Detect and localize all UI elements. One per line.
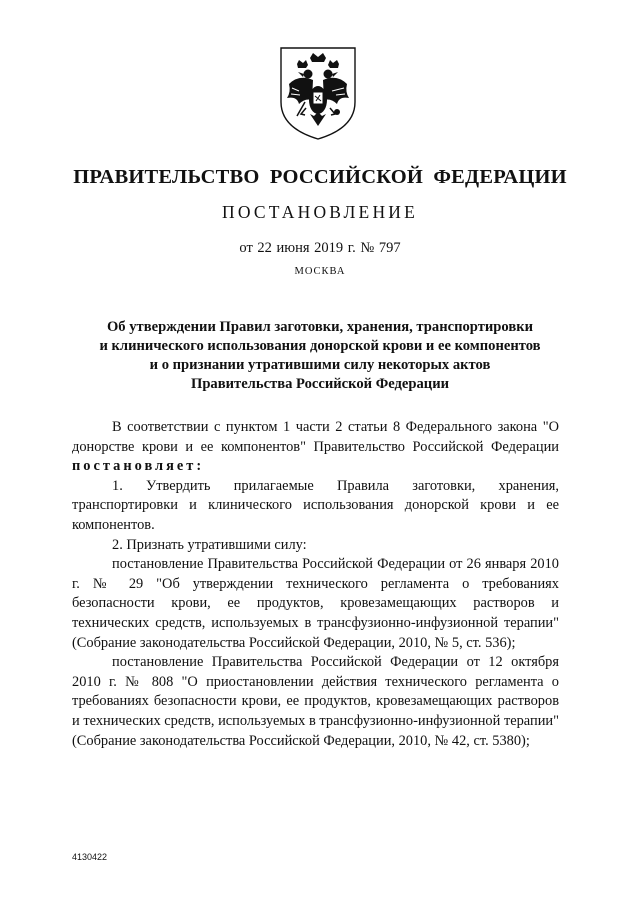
russian-coat-of-arms-icon	[275, 44, 361, 142]
heading-line: Правительства Российской Федерации	[190, 376, 450, 392]
heading-line: и о признании утратившими силу некоторых актов	[149, 357, 491, 373]
intro-paragraph	[72, 418, 559, 477]
repealed-act-1-paragraph: постановление Правительства Российской Федерации от 26 января 2010 г. № 29 "Об утверждении технического регламента о требованиях безопасности крови, ее продуктов, кровезамещающих растворов и технических средств, используемых в трансфузионно-инфузионной терапии" (Собрание законодательства Российской Федерации, 2010, № 5, ст. 536);	[72, 556, 559, 651]
item-2-paragraph: 2. Признать утратившими силу:	[112, 536, 307, 553]
document-date-number: от 22 июня 2019 г. № 797	[239, 240, 401, 256]
government-title: ПРАВИТЕЛЬСТВО РОССИЙСКОЙ ФЕДЕРАЦИИ	[73, 166, 567, 188]
document-city: МОСКВА	[294, 266, 346, 277]
decree-word: постановляет:	[72, 458, 205, 475]
heading-line: Об утверждении Правил заготовки, хранения, транспортировки	[106, 319, 534, 335]
document-type: ПОСТАНОВЛЕНИЕ	[221, 202, 419, 222]
intro-text: В соответствии с пунктом 1 части 2 статьи 8 Федерального закона "О донорстве крови и ее компонентов" Правительство Российской Федерации	[72, 419, 559, 455]
repealed-act-2-paragraph: постановление Правительства Российской Федерации от 12 октября 2010 г. № 808 "О приостановлении действия технического регламента о требованиях безопасности крови, ее продуктов, кровезамещающих растворов и технических средств, используемых в трансфузионно-инфузионной терапии" (Собрание законодательства Российской Федерации, 2010, № 42, ст. 5380);	[72, 654, 559, 749]
item-1-paragraph: 1. Утвердить прилагаемые Правила заготовки, хранения, транспортировки и клинического использования донорской крови и ее компонентов.	[72, 477, 559, 533]
document-heading	[60, 318, 580, 394]
heading-line: и клинического использования донорской крови и ее компонентов	[99, 338, 541, 354]
document-code: 4130422	[72, 852, 108, 862]
document-body	[72, 418, 559, 751]
